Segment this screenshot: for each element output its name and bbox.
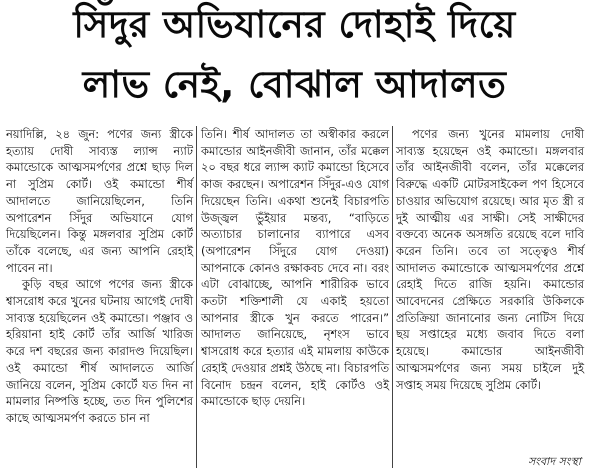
article-column-2 [201, 126, 389, 410]
column-divider [196, 126, 197, 468]
paragraph-dateline: নয়াদিল্লি, ২৪ জুন: পণের জন্য স্ত্রীকে হত্যায় দোষী সাব্যস্ত ল্যান্স ন্যাট কমান্ডোকে আত্মসমর্পণের প্রশ্নে ছাড় দিল না সুপ্রিম কোর্ট। ওই কমান্ডো শীর্ষ আদালতে জানিয়েছিলেন, তিনি অপারেশন সিঁদুর অভিযানে যোগ দিয়েছিলেন। কিন্তু মঙ্গলবার সুপ্রিম কোর্ট তাঁকে বলেছে, এর জন্য আপনি রেহাই পাবেন না। [6, 127, 193, 275]
article-column-3 [396, 126, 584, 393]
column-divider [392, 126, 393, 468]
paragraph: কুড়ি বছর আগে পণের জন্য স্ত্রীকে শ্বাসরোধ করে খুনের ঘটনায় আগেই দোষী সাব্যস্ত হয়েছিলেন ওই কমান্ডো। পঞ্জাব ও হরিয়ানা হাই কোর্ট তাঁর আর্জি খারিজ করে দশ বছরের জন্য কারাদণ্ড দিয়েছিল। ওই কমান্ডো শীর্ষ আদালতে আর্জি জানিয়ে বলেন, সুপ্রিম কোর্টে যত দিন না মামলার নিষ্পত্তি হচ্ছে, তত দিন পুলিশের কাছে আত্মসমর্পণ করতে চান না [6, 277, 193, 425]
source-credit: সংবাদ সংস্থা [527, 455, 581, 468]
headline-line-1: সিঁদুর অভিযানের দোহাই দিয়ে [73, 3, 516, 46]
paragraph: তিনি। শীর্ষ আদালত তা অস্বীকার করলে কমান্ডোর আইনজীবী জানান, তাঁর মক্কেল ২০ বছর ধরে ল্যান্স ক্যাট কমান্ডো হিসেবে কাজ করছেন। অপারেশন সিঁদুর-এও যোগ দিয়েছেন তিনি। একথা শুনেই বিচারপতি উজ্জ্বল ভুঁইয়ার মন্তব্য, “বাড়িতে অত্যাচার চালানোর ব্যাপারে এসব (অপারেশন সিঁদুরে যোগ দেওয়া) আপনাকে কোনও রক্ষাকবচ দেবে না। বরং এটা বোঝাচ্ছে, আপনি শারীরিক ভাবে কতটা শক্তিশালী যে একাই হয়তো আপনার স্ত্রীকে খুন করতে পারেন।” আদালত জানিয়েছে, নৃশংস ভাবে শ্বাসরোধ করে হত্যার এই মামলায় কাউকে রেহাই দেওয়ার প্রশ্নই উঠছে না। বিচারপতি বিনোদ চন্দ্রন বলেন, হাই কোর্টও ওই কমান্ডোকে ছাড় দেয়নি। [201, 127, 389, 409]
headline-line-2: লাভ নেই, বোঝাল আদালত [82, 63, 507, 106]
article-column-1 [6, 126, 193, 427]
paragraph: পণের জন্য খুনের মামলায় দোষী সাব্যস্ত হয়েছেন ওই কমান্ডো। মঙ্গলবার তাঁর আইনজীবী বলেন, তাঁর মক্কেলের বিরুদ্ধে একটি মোটরসাইকেল পণ হিসেবে চাওয়ার অভিযোগ রয়েছে। আর মৃত স্ত্রী র দুই আত্মীয় এর সাক্ষী। সেই সাক্ষীদের বক্তব্যে অনেক অসঙ্গতি রয়েছে বলে দাবি করেন তিনি। তবে তা সত্ত্বেও শীর্ষ আদালত কমান্ডোকে আত্মসমর্পণের প্রশ্নে রেহাই দিতে রাজি হয়নি। কমান্ডোর আবেদনের প্রেক্ষিতে সরকারি উকিলকে প্রতিক্রিয়া জানানোর জন্য নোটিস দিয়ে ছয় সপ্তাহের মধ্যে জবাব দিতে বলা হয়েছে। কমান্ডোর আইনজীবী আত্মসমর্পণের জন্য সময় চাইলে দুই সপ্তাহ সময় দিয়েছে সুপ্রিম কোর্ট। [396, 127, 584, 392]
